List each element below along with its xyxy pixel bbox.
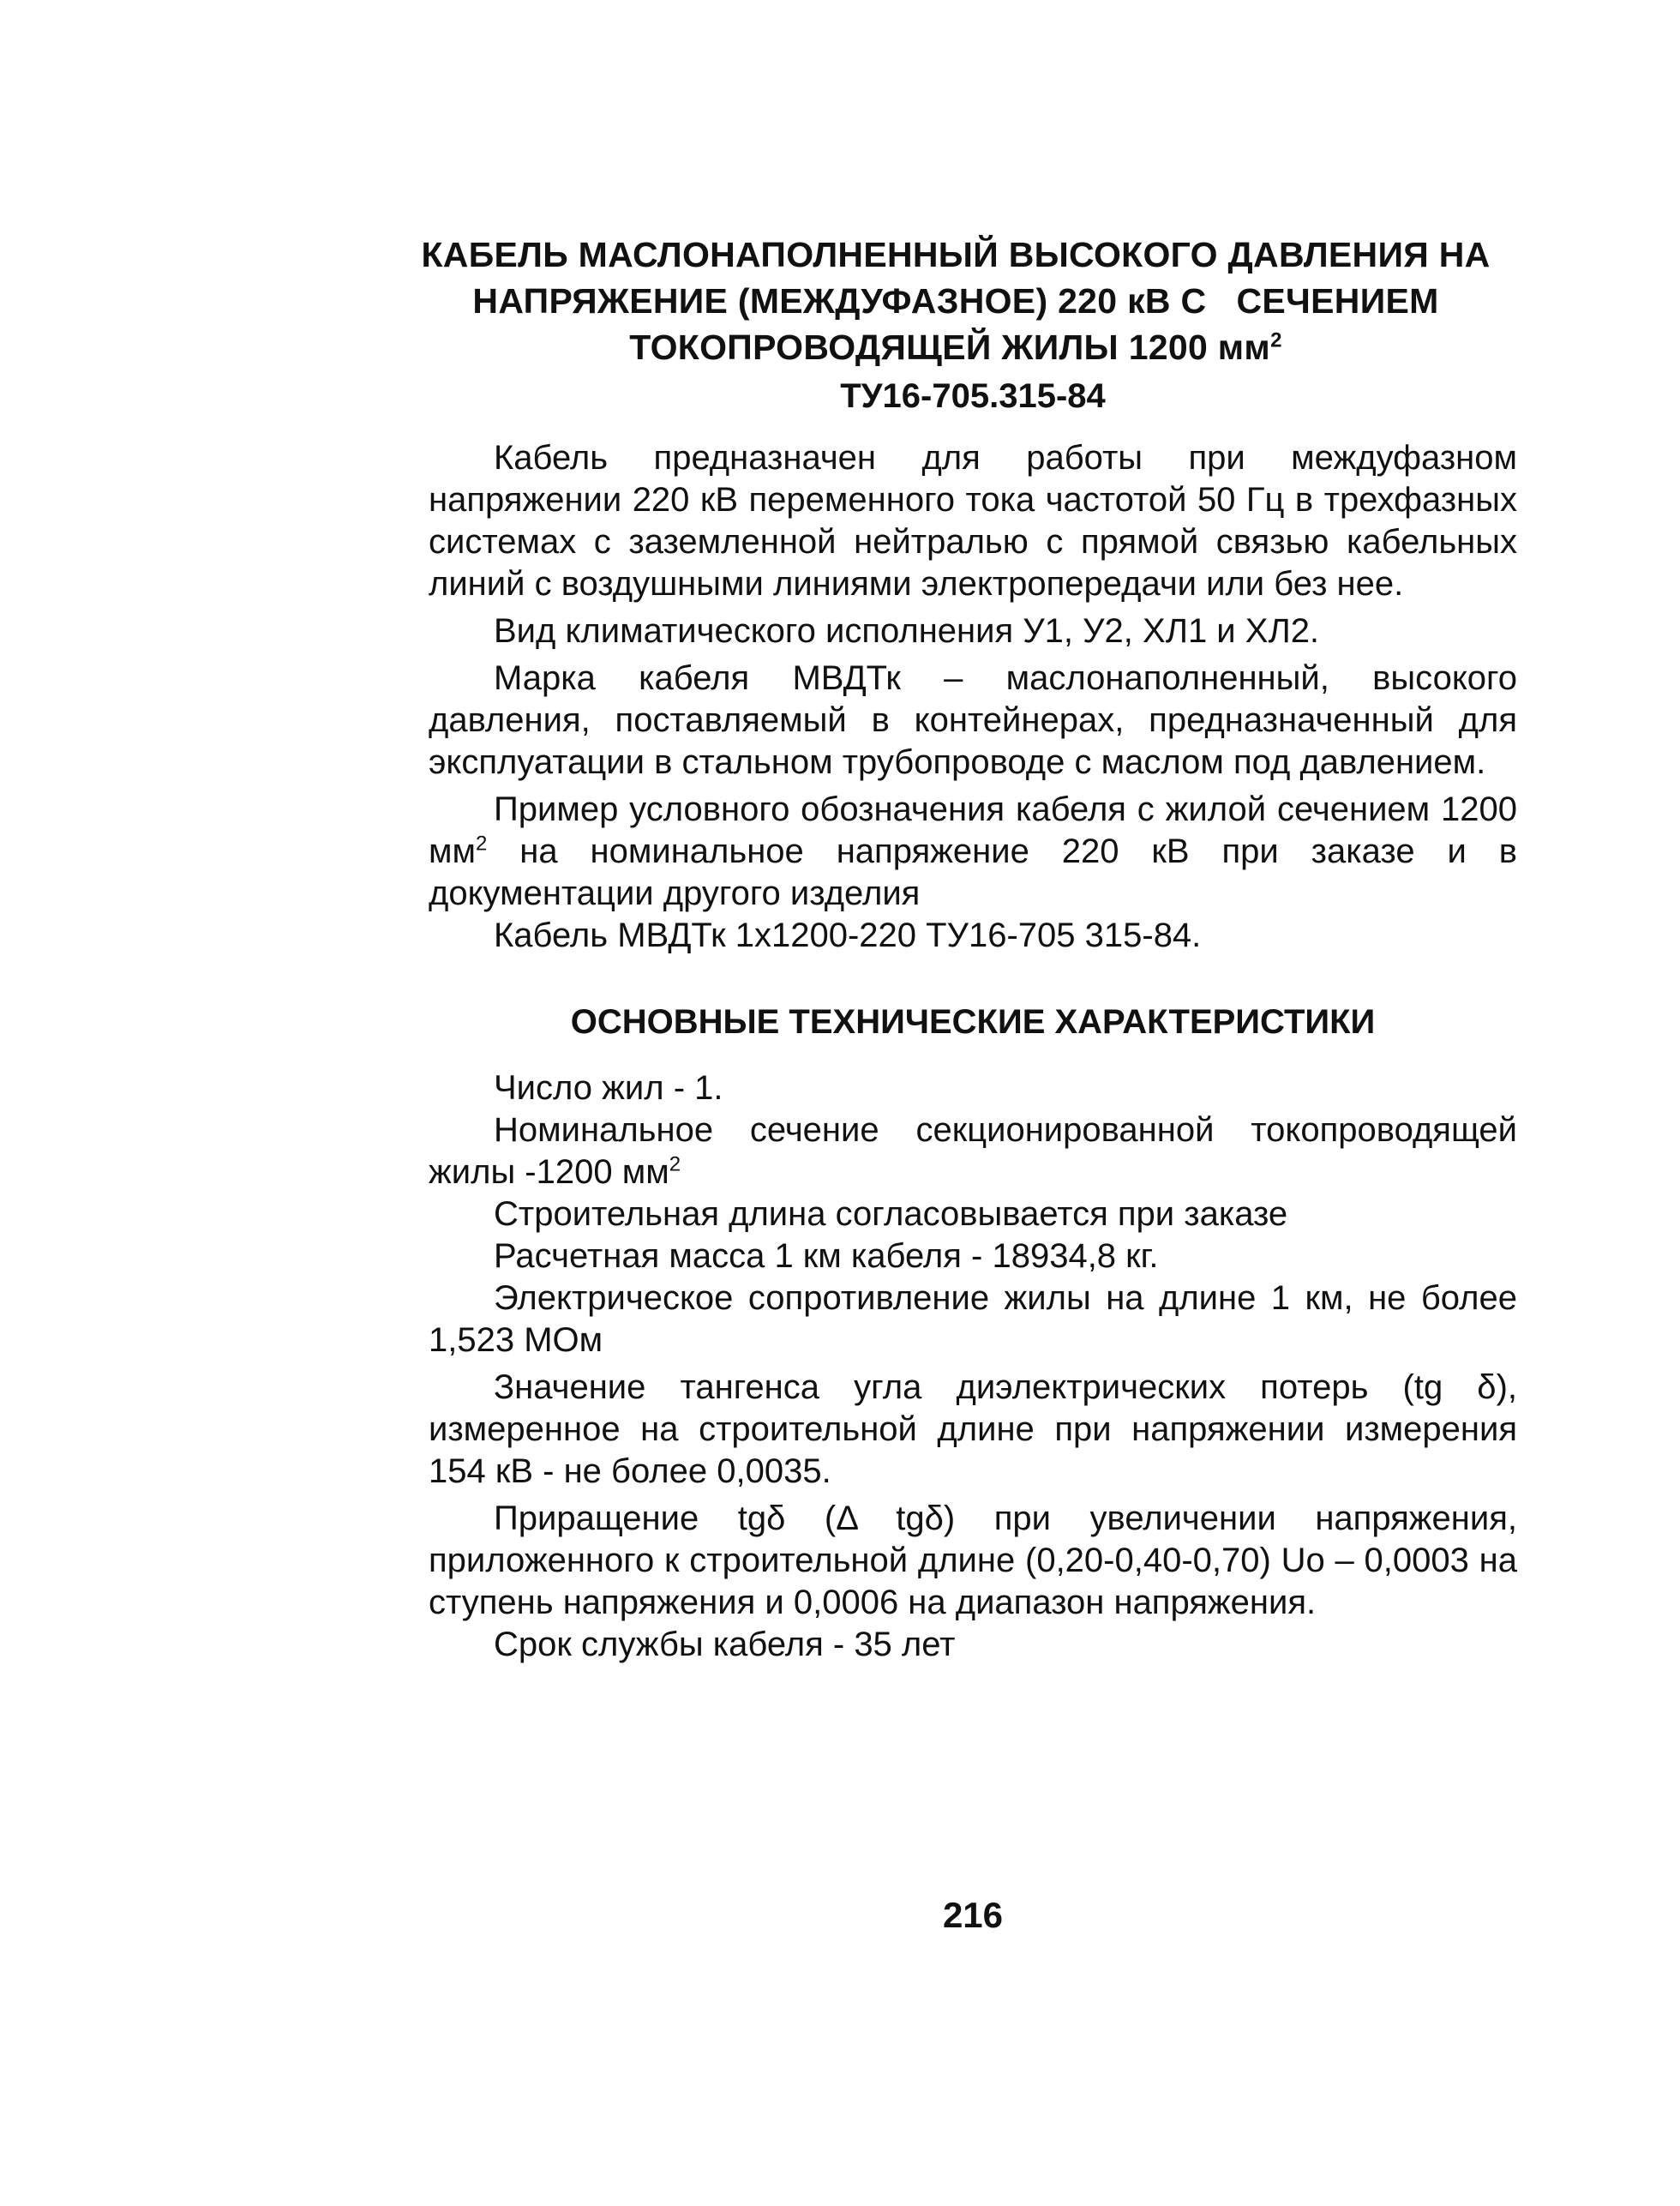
spec-item-6: Значение тангенса угла диэлектрических потерь (tg δ), измеренное на строительной длине при напряжении измерения 154 кВ - не более 0,0035. xyxy=(429,1368,1517,1490)
spec-item-2: Номинальное сечение секционированной токопроводящей жилы -1200 $мм^2$ xyxy=(429,1111,1517,1191)
page-number: 216 xyxy=(942,1895,1004,1935)
intro-paragraph-2: Вид климатического исполнения У1, У2, ХЛ1 и ХЛ2. xyxy=(494,612,1320,650)
title-line-2: НАПРЯЖЕНИЕ (МЕЖДУФАЗНОЕ) 220 кВ С СЕЧЕНИЕМ xyxy=(472,281,1439,321)
intro-paragraph-3: Марка кабеля МВДТк – маслонаполненный, высокого давления, поставляемый в контейнерах, предназначенный для эксплуатации в стальном трубопроводе с маслом под давлением. xyxy=(429,659,1517,781)
intro-paragraph-1: Кабель предназначен для работы при междуфазном напряжении 220 кВ переменного тока частотой 50 Гц в трехфазных системах с заземленной нейтралью с прямой связью кабельных линий с воздушными линиями электропередачи или без нее. xyxy=(429,439,1517,603)
spec-item-4: Расчетная масса 1 км кабеля - 18934,8 кг. xyxy=(494,1237,1159,1275)
intro-block xyxy=(429,437,1517,957)
specs-block xyxy=(429,1067,1517,1666)
title-line-1: КАБЕЛЬ МАСЛОНАПОЛНЕННЫЙ ВЫСОКОГО ДАВЛЕНИЯ НА xyxy=(421,235,1491,274)
document-title xyxy=(394,231,1517,370)
spec-item-7: Приращение tgδ (Δ tgδ) при увеличении напряжения, приложенного к строительной длине (0,20-0,40-0,70) Uo – 0,0003 на ступень напряжения и 0,0006 на диапазон напряжения. xyxy=(429,1500,1517,1621)
section-title: ОСНОВНЫЕ ТЕХНИЧЕСКИЕ ХАРАКТЕРИСТИКИ xyxy=(570,1003,1376,1041)
title-line-3: ТОКОПРОВОДЯЩЕЙ ЖИЛЫ 1200 $мм^2$ xyxy=(629,328,1282,367)
spec-item-5: Электрическое сопротивление жилы на длине 1 км, не более 1,523 МОм xyxy=(429,1279,1517,1359)
spec-item-3: Строительная длина согласовывается при заказе xyxy=(494,1195,1288,1233)
spec-item-1: Число жил - 1. xyxy=(494,1069,723,1107)
spec-code: ТУ16-705.315-84 xyxy=(840,377,1106,415)
intro-paragraph-5: Кабель МВДТк 1х1200-220 ТУ16-705 315-84. xyxy=(494,917,1202,954)
intro-paragraph-4: Пример условного обозначения кабеля с жилой сечением 1200 $мм^2$ на номинальное напряжение 220 кВ при заказе и в документации другого изделия xyxy=(429,790,1517,912)
spec-item-8: Срок службы кабеля - 35 лет xyxy=(494,1626,956,1663)
